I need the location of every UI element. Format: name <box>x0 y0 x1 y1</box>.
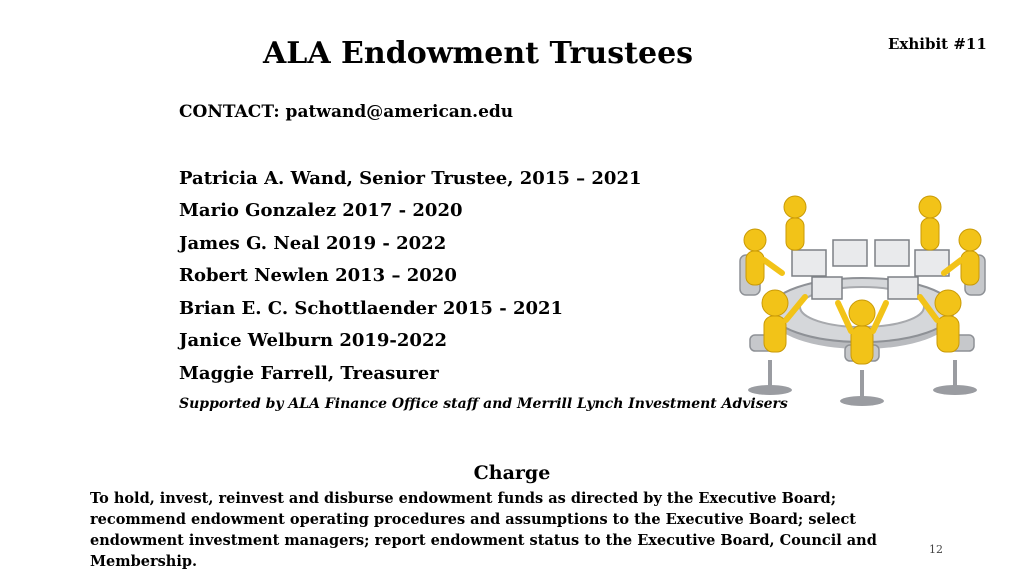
round-table-illustration <box>720 185 1005 410</box>
charge-text: To hold, invest, reinvest and disburse endowment funds as directed by the Executive Board; recommend endowment operating procedures and assumptions to the Executive Board; select endowment investment managers; report endowment status to the Executive Board, Council and Membership. <box>90 490 877 570</box>
trustee-item: Patricia A. Wand, Senior Trustee, 2015 – 2021 <box>179 168 642 189</box>
trustee-item: Brian E. C. Schottlaender 2015 - 2021 <box>179 298 564 319</box>
page-number: 12 <box>929 543 943 556</box>
page-title: ALA Endowment Trustees <box>262 36 694 71</box>
trustee-item: Maggie Farrell, Treasurer <box>179 363 439 384</box>
trustee-item: James G. Neal 2019 - 2022 <box>179 233 447 254</box>
charge-heading: Charge <box>473 462 551 484</box>
trustee-item: Mario Gonzalez 2017 - 2020 <box>179 200 463 221</box>
trustee-item: Janice Welburn 2019-2022 <box>179 330 447 351</box>
exhibit-label: Exhibit #11 <box>888 35 987 53</box>
trustee-item: Robert Newlen 2013 – 2020 <box>179 265 457 286</box>
supported-by-note: Supported by ALA Finance Office staff and Merrill Lynch Investment Advisers <box>179 396 788 412</box>
contact-line: CONTACT: patwand@american.edu <box>179 102 514 122</box>
